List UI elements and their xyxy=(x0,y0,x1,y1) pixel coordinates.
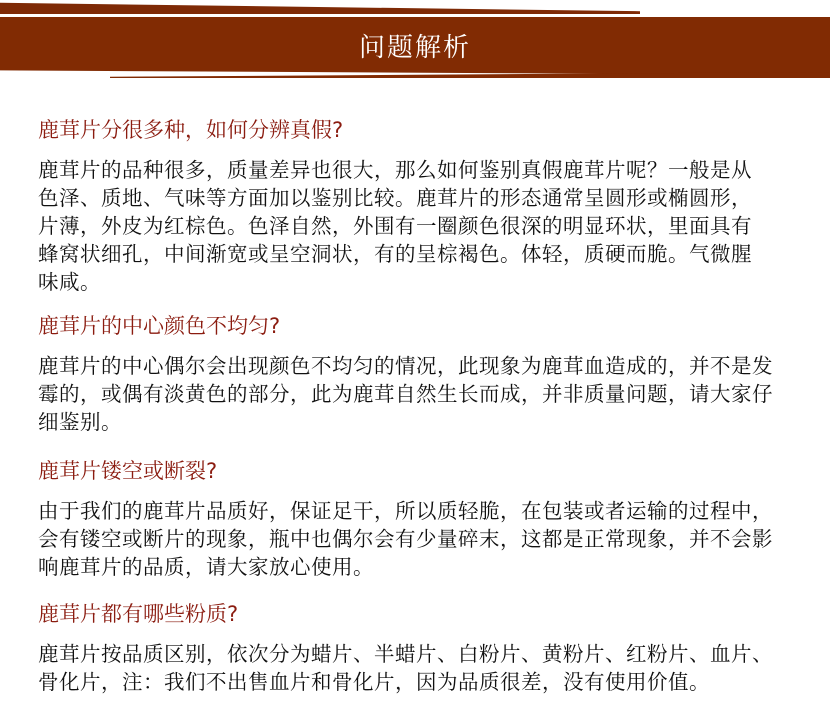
body-text-line: 霉的，或偶有淡黄色的部分，此为鹿茸自然生长而成，并非质量问题，请大家仔 xyxy=(38,382,773,406)
body-text-line: 细鉴别。 xyxy=(38,410,122,434)
body-text-line: 色泽、质地、气味等方面加以鉴别比较。鹿茸片的形态通常呈圆形或椭圆形， xyxy=(38,186,752,210)
body-text-line: 鹿茸片的品种很多，质量差异也很大，那么如何鉴别真假鹿茸片呢？一般是从 xyxy=(38,158,752,182)
body-text-line: 会有镂空或断片的现象，瓶中也偶尔会有少量碎末，这都是正常现象，并不会影 xyxy=(38,527,773,551)
faq-section xyxy=(38,114,818,296)
body-text-line: 骨化片，注：我们不出售血片和骨化片，因为品质很差，没有使用价值。 xyxy=(38,670,710,694)
faq-section xyxy=(38,455,818,581)
body-text-line: 鹿茸片按品质区别，依次分为蜡片、半蜡片、白粉片、黄粉片、红粉片、血片、 xyxy=(38,642,773,666)
section-heading: 鹿茸片都有哪些粉质? xyxy=(38,602,239,626)
faq-section xyxy=(38,598,818,696)
body-text-line: 片薄，外皮为红棕色。色泽自然，外围有一圈颜色很深的明显环状，里面具有 xyxy=(38,214,752,238)
body-text-line: 味咸。 xyxy=(38,270,101,294)
body-text-line: 鹿茸片的中心偶尔会出现颜色不均匀的情况，此现象为鹿茸血造成的，并不是发 xyxy=(38,354,773,378)
page-title: 问题解析 xyxy=(358,33,471,63)
section-heading: 鹿茸片镂空或断裂? xyxy=(38,459,218,483)
section-heading: 鹿茸片分很多种，如何分辨真假? xyxy=(38,118,344,142)
faq-section xyxy=(38,310,818,436)
body-text-line: 由于我们的鹿茸片品质好，保证足干，所以质轻脆，在包装或者运输的过程中， xyxy=(38,499,773,523)
body-text-line: 响鹿茸片的品质，请大家放心使用。 xyxy=(38,555,374,579)
body-text-line: 蜂窝状细孔，中间渐宽或呈空洞状，有的呈棕褐色。体轻，质硬而脆。气微腥 xyxy=(38,242,752,266)
section-heading: 鹿茸片的中心颜色不均匀? xyxy=(38,314,281,338)
decorative-brush-stroke xyxy=(0,0,640,14)
